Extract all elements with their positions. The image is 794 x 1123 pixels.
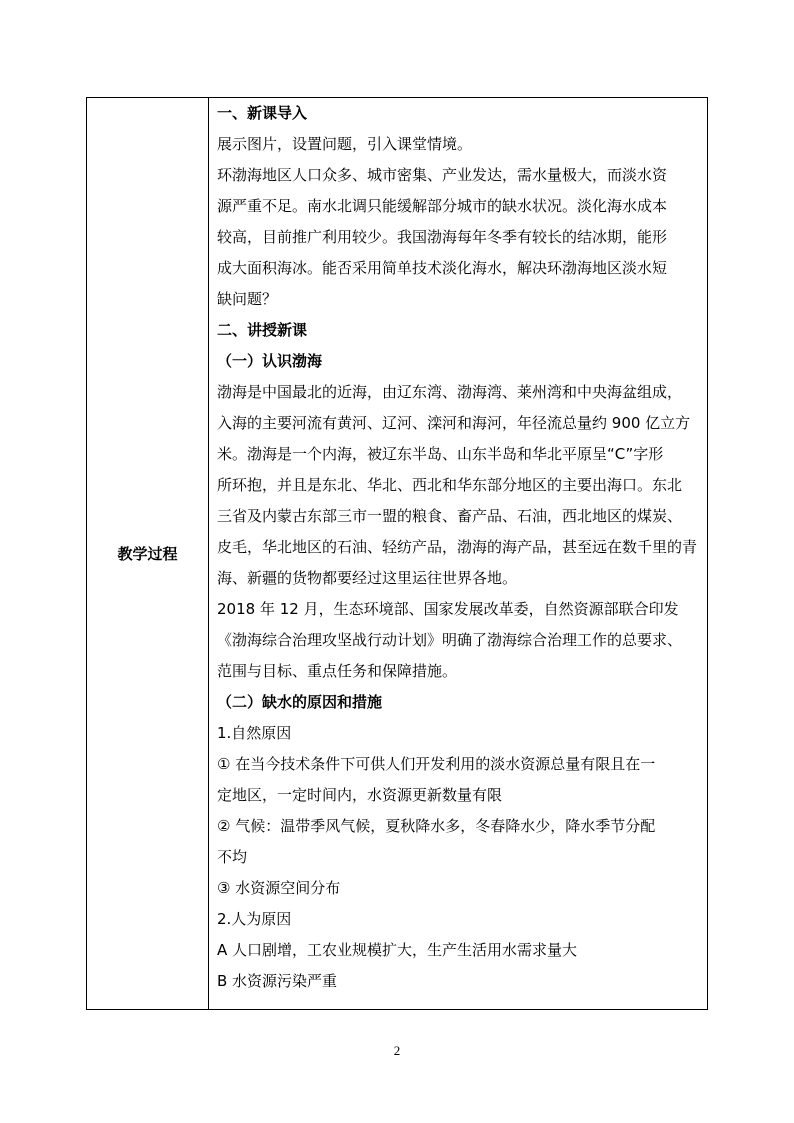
column-divider xyxy=(208,98,209,1009)
text-line: 环渤海地区人口众多、城市密集、产业发达，需水量极大，而淡水资 xyxy=(217,166,668,184)
row-label-cell xyxy=(87,98,208,1009)
text-line: 入海的主要河流有黄河、辽河、滦河和海河，年径流总量约 900 亿立方 xyxy=(217,414,691,432)
text-line: 海、新疆的货物都要经过这里运往世界各地。 xyxy=(217,569,518,587)
lesson-table xyxy=(86,97,708,1010)
text-line: 不均 xyxy=(217,848,248,866)
section-heading: （一）认识渤海 xyxy=(217,352,323,370)
row-label: 教学过程 xyxy=(117,545,178,563)
section-heading: 一、新课导入 xyxy=(217,104,308,122)
text-line: 《渤海综合治理攻坚战行动计划》明确了渤海综合治理工作的总要求、 xyxy=(217,631,683,649)
text-line: 展示图片，设置问题，引入课堂情境。 xyxy=(217,135,473,153)
page-number: 2 xyxy=(393,1043,401,1058)
text-line: 成大面积海冰。能否采用简单技术淡化海水，解决环渤海地区淡水短 xyxy=(217,259,668,277)
text-line: 米。渤海是一个内海，被辽东半岛、山东半岛和华北平原呈“C”字形 xyxy=(217,445,664,463)
text-line: 较高，目前推广利用较少。我国渤海每年冬季有较长的结冰期，能形 xyxy=(217,228,668,246)
text-line: 范围与目标、重点任务和保障措施。 xyxy=(217,662,458,680)
text-line: 所环抱，并且是东北、华北、西北和华东部分地区的主要出海口。东北 xyxy=(217,476,683,494)
text-line: 1.自然原因 xyxy=(217,724,292,742)
text-line: 缺问题？ xyxy=(217,290,278,308)
text-line: 源严重不足。南水北调只能缓解部分城市的缺水状况。淡化海水成本 xyxy=(217,197,668,215)
section-heading: （二）缺水的原因和措施 xyxy=(217,693,383,711)
text-line: 三省及内蒙古东部三市一盟的粮食、畜产品、石油，西北地区的煤炭、 xyxy=(217,507,683,525)
text-line: 2018 年 12 月，生态环境部、国家发展改革委，自然资源部联合印发 xyxy=(217,600,679,618)
text-line: ② 气候：温带季风气候，夏秋降水多，冬春降水少，降水季节分配 xyxy=(217,817,656,835)
content-cell xyxy=(217,98,703,997)
text-line: 定地区，一定时间内，水资源更新数量有限 xyxy=(217,786,503,804)
text-line: 渤海是中国最北的近海，由辽东湾、渤海湾、莱州湾和中央海盆组成， xyxy=(217,383,683,401)
section-heading: 二、讲授新课 xyxy=(217,321,308,339)
text-line: A 人口剧增，工农业规模扩大，生产生活用水需求量大 xyxy=(217,941,578,959)
text-line: ① 在当今技术条件下可供人们开发利用的淡水资源总量有限且在一 xyxy=(217,755,656,773)
text-line: 皮毛，华北地区的石油、轻纺产品，渤海的海产品，甚至远在数千里的青 xyxy=(217,538,698,556)
text-line: B 水资源污染严重 xyxy=(217,972,338,990)
text-line: 2.人为原因 xyxy=(217,910,292,928)
text-line: ③ 水资源空间分布 xyxy=(217,879,341,897)
